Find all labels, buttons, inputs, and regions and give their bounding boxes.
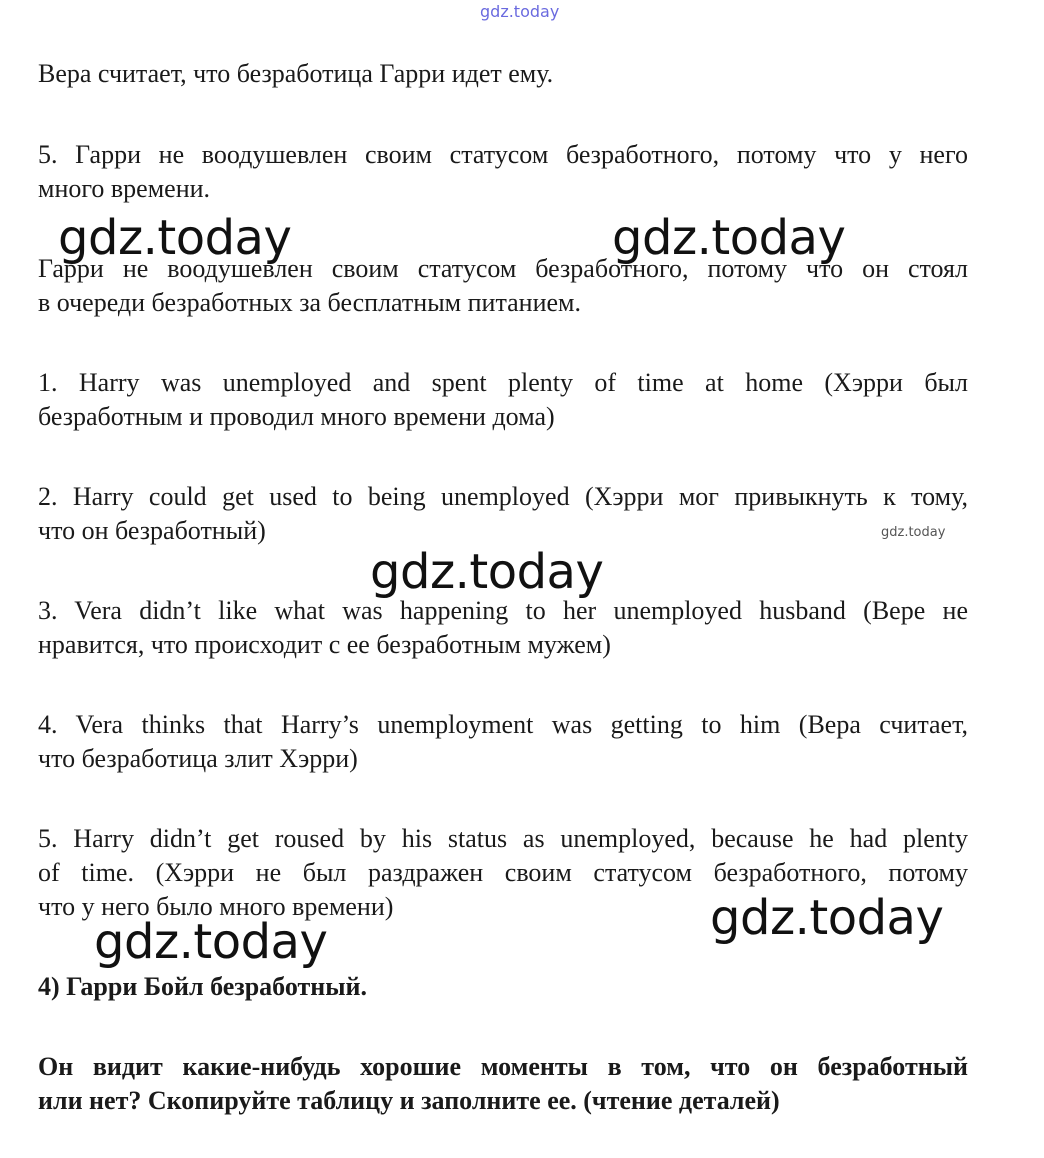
watermark-5: gdz.today <box>94 914 328 970</box>
paragraph-vera-thinks <box>38 57 968 91</box>
watermark-2: gdz.today <box>612 210 846 266</box>
text-line: безработным и проводил много времени дома) <box>38 402 555 431</box>
text-line: что у него было много времени) <box>38 892 394 921</box>
watermark-small: gdz.today <box>881 525 946 540</box>
watermark-3: gdz.today <box>370 544 604 600</box>
text-line: of time. (Хэрри не был раздражен своим статусом безработного, потому <box>38 858 968 887</box>
text-line: 1. Harry was unemployed and spent plenty of time at home (Хэрри был <box>38 368 968 397</box>
text-line: 4. Vera thinks that Harry’s unemployment was getting to him (Вера считает, <box>38 710 968 739</box>
text-line: нравится, что происходит с ее безработным мужем) <box>38 630 611 659</box>
text-line: 3. Vera didn’t like what was happening to her unemployed husband (Вере не <box>38 596 968 625</box>
text-line: 5. Гарри не воодушевлен своим статусом безработного, потому что у него <box>38 140 968 169</box>
paragraph-harry-queue <box>38 252 968 320</box>
text-line: 2. Harry could get used to being unemployed (Хэрри мог привыкнуть к тому, <box>38 482 968 511</box>
paragraph-statement-5 <box>38 822 968 924</box>
watermark-1: gdz.today <box>58 210 292 266</box>
text-line: Вера считает, что безработица Гарри идет ему. <box>38 59 554 88</box>
text-line: или нет? Скопируйте таблицу и заполните ее. (чтение деталей) <box>38 1086 780 1115</box>
paragraph-item-5-ru <box>38 138 968 206</box>
text-line: 4) Гарри Бойл безработный. <box>38 972 368 1001</box>
question-paragraph <box>38 1050 968 1118</box>
watermark-top: gdz.today <box>480 2 560 21</box>
text-line: в очереди безработных за бесплатным питанием. <box>38 288 581 317</box>
text-line: что он безработный) <box>38 516 266 545</box>
text-line: Гарри не воодушевлен своим статусом безработного, потому что он стоял <box>38 254 968 283</box>
text-line: что безработица злит Хэрри) <box>38 744 358 773</box>
text-line: Он видит какие-нибудь хорошие моменты в том, что он безработный <box>38 1052 968 1081</box>
paragraph-statement-3 <box>38 594 968 662</box>
paragraph-statement-1 <box>38 366 968 434</box>
text-line: 5. Harry didn’t get roused by his status as unemployed, because he had plenty <box>38 824 968 853</box>
watermark-4: gdz.today <box>710 890 944 946</box>
section-heading-4 <box>38 970 968 1004</box>
text-line: много времени. <box>38 174 211 203</box>
paragraph-statement-4 <box>38 708 968 776</box>
paragraph-statement-2 <box>38 480 968 548</box>
